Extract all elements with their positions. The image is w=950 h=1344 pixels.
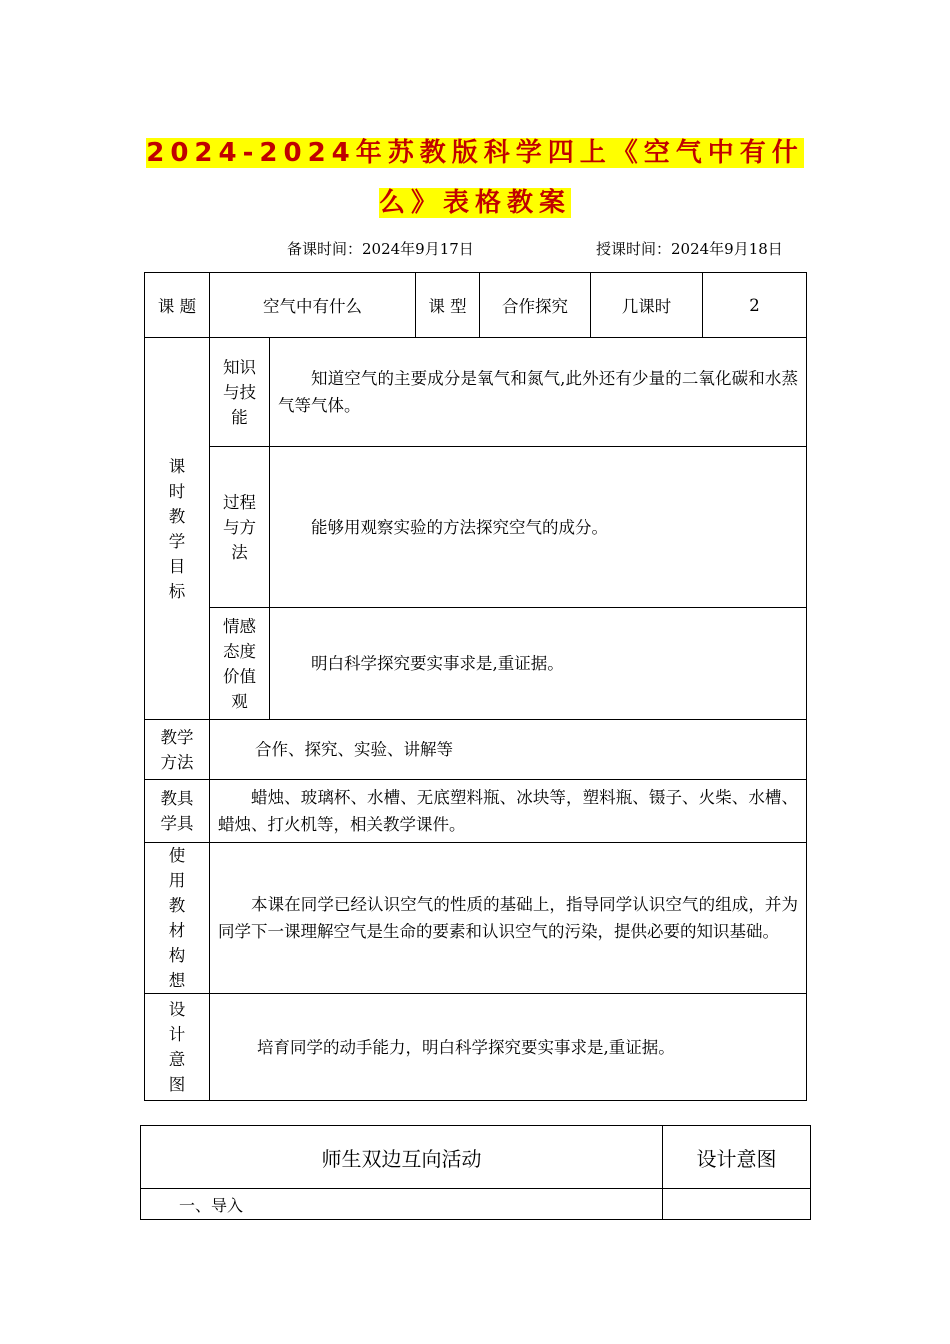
type-value: 合作探究 — [480, 273, 591, 338]
intent-label — [145, 994, 210, 1101]
document-title-line-2: 么》表格教案 — [378, 188, 571, 218]
teach-date: 授课时间：2024年9月18日 — [596, 240, 783, 258]
goal-row-knowledge — [145, 338, 807, 447]
intent-row — [145, 994, 807, 1101]
tools-text: 蜡烛、玻璃杯、水槽、无底塑料瓶、冰块等，塑料瓶、镊子、火柴、水槽、蜡烛、打火机等，相关教学课件。 — [210, 780, 807, 843]
activity-intro-intent — [663, 1189, 811, 1220]
goal-row-attitude — [145, 608, 807, 720]
intent-header: 设计意图 — [663, 1126, 811, 1189]
lesson-plan-table — [144, 272, 807, 1101]
goal-row-process — [145, 447, 807, 608]
topic-label: 课 题 — [145, 273, 210, 338]
goal-label-attitude — [210, 608, 270, 720]
activity-row — [141, 1189, 811, 1220]
goal-label-attitude-text: 情感态度价值观 — [223, 616, 256, 711]
goal-text-attitude: 明白科学探究要实事求是,重证据。 — [270, 608, 807, 720]
topic-value: 空气中有什么 — [210, 273, 416, 338]
activity-header: 师生双边互向活动 — [141, 1126, 663, 1189]
tools-label-text: 教具学具 — [160, 789, 194, 833]
tools-row — [145, 780, 807, 843]
hours-value: 2 — [703, 273, 807, 338]
intent-text: 培育同学的动手能力，明白科学探究要实事求是,重证据。 — [210, 994, 807, 1101]
activity-header-row — [141, 1126, 811, 1189]
hours-label: 几课时 — [591, 273, 703, 338]
activity-table — [140, 1125, 811, 1220]
methods-label — [145, 720, 210, 780]
material-label-text: 使用教材构想 — [168, 846, 186, 990]
goal-label-process — [210, 447, 270, 608]
goal-label-process-text: 过程与方法 — [223, 492, 256, 562]
material-label — [145, 843, 210, 994]
methods-text: 合作、探究、实验、讲解等 — [210, 720, 807, 780]
activity-intro: 一、导入 — [141, 1189, 663, 1220]
type-label: 课 型 — [416, 273, 480, 338]
material-text: 本课在同学已经认识空气的性质的基础上，指导同学认识空气的组成，并为同学下一课理解空气是生命的要素和认识空气的污染，提供必要的知识基础。 — [210, 843, 807, 994]
tools-label — [145, 780, 210, 843]
methods-label-text: 教学方法 — [160, 727, 194, 772]
info-row — [145, 273, 807, 338]
intent-label-text: 设计意图 — [168, 1000, 186, 1094]
goals-label-text: 课时教学目标 — [168, 456, 186, 601]
material-row — [145, 843, 807, 994]
goal-label-knowledge — [210, 338, 270, 447]
document-title-line-1: 2024-2024年苏教版科学四上《空气中有什 — [146, 138, 804, 168]
prep-date: 备课时间：2024年9月17日 — [287, 240, 474, 258]
goal-label-knowledge-text: 知识与技能 — [223, 357, 256, 427]
methods-row — [145, 720, 807, 780]
goal-text-knowledge: 知道空气的主要成分是氧气和氮气,此外还有少量的二氧化碳和水蒸气等气体。 — [270, 338, 807, 447]
goal-text-process: 能够用观察实验的方法探究空气的成分。 — [270, 447, 807, 608]
goals-label — [145, 338, 210, 720]
